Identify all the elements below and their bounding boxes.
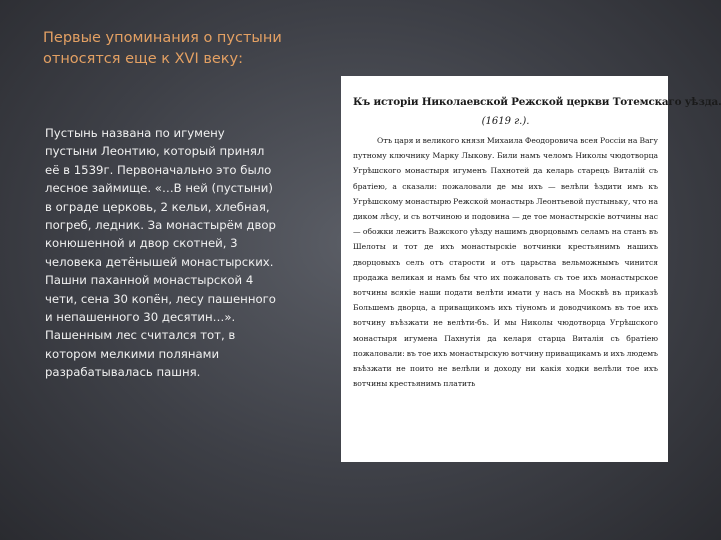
document-heading: Къ исторiи Николаевской Режской церкви Тотемскаго уѣзда. bbox=[353, 96, 721, 108]
document-text: Отъ царя и великого князя Михаила Феодоровича всея Россiи на Вагу путному ключнику Марку Лыкову. Били намъ челомъ Николы чюдотворца Угрѣшского монастыря игуменъ Пахнотей да келарь старецъ Виталiй съ братiею, а сказали: пожаловали де мы ихъ — велѣли ѣздити имъ къ Угрѣшскому монастырю Режской монастырь Леонтьевой пустыньку, что на диком лѣсу, и съ вотчиною и подовина — де тое монастырскiе вотчины нас — обожки лежитъ Важского уѣзду нашимъ дворцовымъ селамъ на станъ въ Шелоты и тот де ихъ монастырскiе вотчинки крестьянимъ нашихъ дворцовыхъ селъ отъ старости и отъ царьства вельможнымъ чинится продажа великая и намъ бы что их пожаловать съ тое ихъ монастырское вотчины всякiе наши подати велѣти имати у насъ на Москвѣ въ приказѣ Большемъ дворца, а приващикомъ ихъ тiуномъ и доводчикомъ въ тое ихъ вотчину въѣзжати не велѣти-бъ. И мы Николы чюдотворца Угрѣшского монастыря игумена Пахнутiя да келаря старца Виталiя съ братiею пожаловали: въ тое ихъ монастырскую вотчину приващикамъ и ихъ людемъ въѣзжати не поито не велѣли и доходу ни какiя ходки велѣли тое ихъ вотчины крестьянимъ платить bbox=[353, 136, 658, 389]
slide-body-text: Пустынь названа по игумену пустыни Леонтию, который принял её в 1539г. Первоначально это было лесное займище. «…В ней (пустыни) в ограде церковь, 2 кельи, хлебная, погреб, ледник. За монастырём двор конюшенной и двор скотней, 3 человека детёнышей монастырских. Пашни паханной монастырской 4 чети, сена 30 копён, лесу пашенного и непашенного 30 десятин…». Пашенным лес считался тот, в котором мелкими полянами разрабатывалась пашня. bbox=[45, 126, 276, 380]
historical-document-scan bbox=[341, 76, 721, 462]
document-date: (1619 г.). bbox=[481, 116, 530, 127]
slide-title: Первые упоминания о пустыни относятся еще к XVI веку: bbox=[43, 30, 282, 67]
